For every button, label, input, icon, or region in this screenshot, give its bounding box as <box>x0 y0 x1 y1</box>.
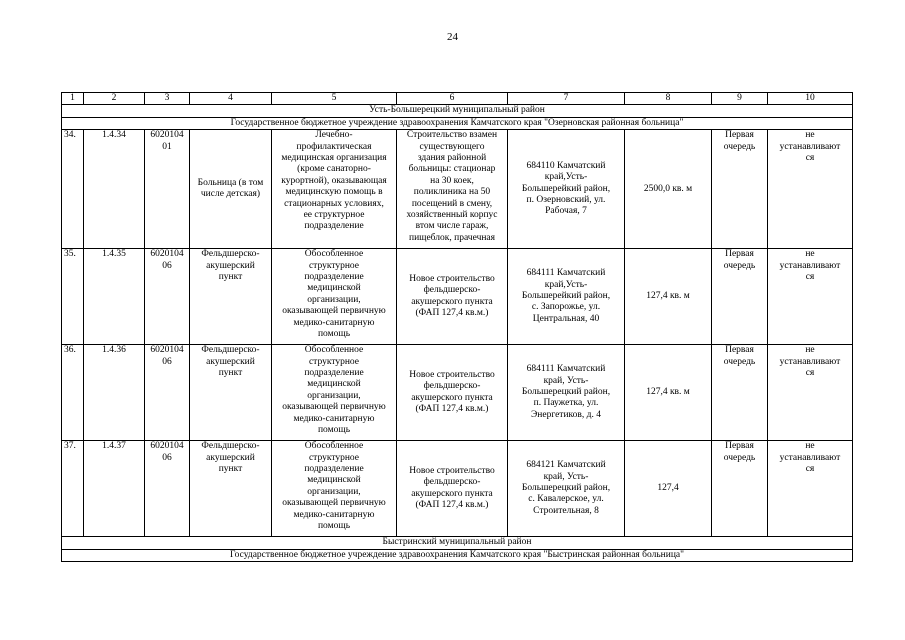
object-address: 684111 Камчатский край,Усть- Большерейкий район, с. Запорожье, ул. Центральная, 40 <box>508 249 625 345</box>
object-address: 684110 Камчатский край,Усть- Большерейкий район, п. Озерновский, ул. Рабочая, 7 <box>508 130 625 249</box>
object-priority: Первая очередь <box>712 249 768 345</box>
institution-heading: Государственное бюджетное учреждение здравоохранения Камчатского края "Озерновская районная больница" <box>62 117 853 129</box>
classifier-code: 6020104 01 <box>145 130 190 249</box>
object-zones: не устанавливают ся <box>768 441 853 537</box>
column-header: 1 <box>62 93 84 105</box>
object-name: Фельдшерско- акушерский пункт <box>190 345 272 441</box>
object-area: 2500,0 кв. м <box>625 130 712 249</box>
column-header: 5 <box>272 93 397 105</box>
section-row <box>62 117 853 129</box>
object-code: 1.4.34 <box>84 130 145 249</box>
column-header-row <box>62 93 853 105</box>
object-name: Фельдшерско- акушерский пункт <box>190 249 272 345</box>
table-row <box>62 441 853 537</box>
district-heading: Усть-Большерецкий муниципальный район <box>62 105 853 117</box>
row-number: 36. <box>62 345 84 441</box>
object-code: 1.4.37 <box>84 441 145 537</box>
table-row <box>62 345 853 441</box>
object-type: Обособленное структурное подразделение медицинской организации, оказывающей первичную медико-санитарную помощь <box>272 441 397 537</box>
object-code: 1.4.36 <box>84 345 145 441</box>
object-priority: Первая очередь <box>712 130 768 249</box>
section-row <box>62 549 853 561</box>
object-type: Обособленное структурное подразделение медицинской организации, оказывающей первичную медико-санитарную помощь <box>272 249 397 345</box>
column-header: 9 <box>712 93 768 105</box>
classifier-code: 6020104 06 <box>145 345 190 441</box>
object-area: 127,4 кв. м <box>625 249 712 345</box>
column-header: 10 <box>768 93 853 105</box>
object-area: 127,4 <box>625 441 712 537</box>
column-header: 2 <box>84 93 145 105</box>
facilities-table <box>61 92 853 562</box>
row-number: 37. <box>62 441 84 537</box>
object-code: 1.4.35 <box>84 249 145 345</box>
object-zones: не устанавливают ся <box>768 345 853 441</box>
column-header: 3 <box>145 93 190 105</box>
column-header: 4 <box>190 93 272 105</box>
object-purpose: Новое строительство фельдшерско- акушерского пункта (ФАП 127,4 кв.м.) <box>397 249 508 345</box>
object-purpose: Строительство взамен существующего здания районной больницы: стационар на 30 коек, поликлиника на 50 посещений в смену, хозяйственный корпус втом числе гараж, пищеблок, прачечная <box>397 130 508 249</box>
row-number: 35. <box>62 249 84 345</box>
object-name: Больница (в том числе детская) <box>190 130 272 249</box>
object-address: 684111 Камчатский край, Усть- Большерецкий район, п. Паужетка, ул. Энергетиков, д. 4 <box>508 345 625 441</box>
classifier-code: 6020104 06 <box>145 249 190 345</box>
object-name: Фельдшерско- акушерский пункт <box>190 441 272 537</box>
table-row <box>62 249 853 345</box>
table-row <box>62 130 853 249</box>
object-priority: Первая очередь <box>712 345 768 441</box>
institution-heading: Государственное бюджетное учреждение здравоохранения Камчатского края "Быстринская районная больница" <box>62 549 853 561</box>
object-zones: не устанавливают ся <box>768 130 853 249</box>
object-type: Обособленное структурное подразделение медицинской организации, оказывающей первичную медико-санитарную помощь <box>272 345 397 441</box>
column-header: 6 <box>397 93 508 105</box>
section-row <box>62 537 853 549</box>
district-heading: Быстринский муниципальный район <box>62 537 853 549</box>
object-priority: Первая очередь <box>712 441 768 537</box>
object-address: 684121 Камчатский край, Усть- Большерецкий район, с. Кавалерское, ул. Строительная, 8 <box>508 441 625 537</box>
classifier-code: 6020104 06 <box>145 441 190 537</box>
page-number: 24 <box>447 31 458 43</box>
object-zones: не устанавливают ся <box>768 249 853 345</box>
object-purpose: Новое строительство фельдшерско- акушерского пункта (ФАП 127,4 кв.м.) <box>397 441 508 537</box>
section-row <box>62 105 853 117</box>
row-number: 34. <box>62 130 84 249</box>
column-header: 8 <box>625 93 712 105</box>
column-header: 7 <box>508 93 625 105</box>
object-purpose: Новое строительство фельдшерско- акушерского пункта (ФАП 127,4 кв.м.) <box>397 345 508 441</box>
object-type: Лечебно- профилактическая медицинская организация (кроме санаторно- курортной), оказывающая медицинскую помощь в стационарных условиях, ее структурное подразделение <box>272 130 397 249</box>
object-area: 127,4 кв. м <box>625 345 712 441</box>
